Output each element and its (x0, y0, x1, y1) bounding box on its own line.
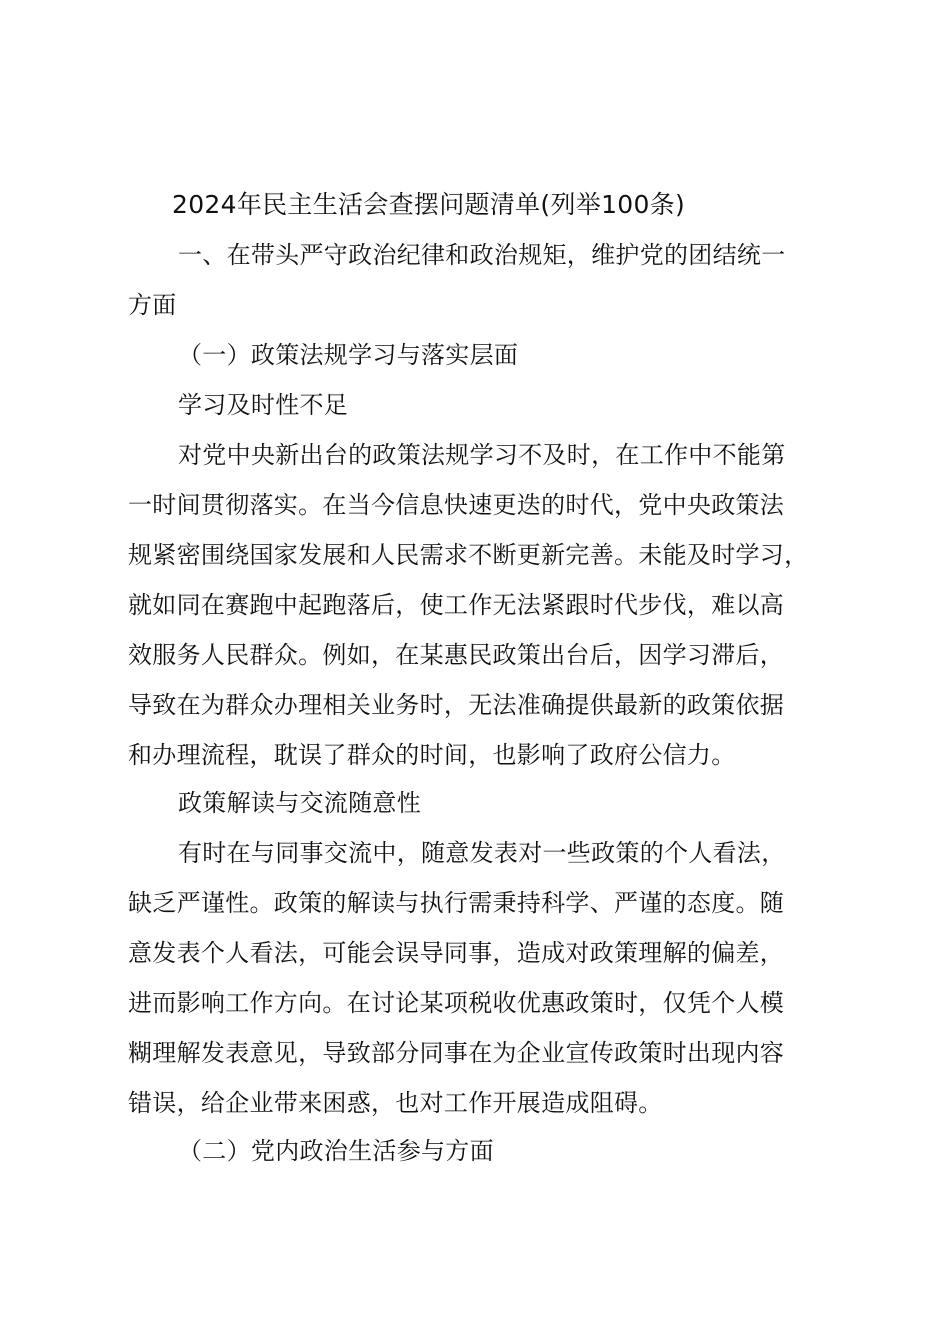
topic-heading-policy-interpretation: 政策解读与交流随意性 (178, 789, 421, 817)
subsection-heading-2: （二）党内政治生活参与方面 (178, 1137, 494, 1165)
paragraph-line: 有时在与同事交流中，随意发表对一些政策的个人看法， (178, 839, 786, 867)
paragraph-line: 效服务人民群众。例如，在某惠民政策出台后，因学习滞后， (128, 641, 785, 669)
paragraph-line: 糊理解发表意见，导致部分同事在为企业宣传政策时出现内容 (128, 1039, 785, 1067)
paragraph-line: 规紧密围绕国家发展和人民需求不断更新完善。未能及时学习， (128, 541, 809, 569)
paragraph-line: 错误，给企业带来困惑，也对工作开展造成阻碍。 (128, 1089, 663, 1117)
paragraph-line: 一时间贯彻落实。在当今信息快速更迭的时代，党中央政策法 (128, 491, 785, 519)
subsection-heading-1: （一）政策法规学习与落实层面 (178, 341, 519, 369)
paragraph-line: 缺乏严谨性。政策的解读与执行需秉持科学、严谨的态度。随 (128, 889, 785, 917)
section-heading-1: 一、在带头严守政治纪律和政治规矩，维护党的团结统一 (178, 241, 786, 269)
paragraph-line: 对党中央新出台的政策法规学习不及时，在工作中不能第 (178, 441, 786, 469)
paragraph-line: 导致在为群众办理相关业务时，无法准确提供最新的政策依据 (128, 691, 785, 719)
section-heading-1-continued: 方面 (128, 291, 177, 319)
paragraph-line: 就如同在赛跑中起跑落后，使工作无法紧跟时代步伐，难以高 (128, 591, 785, 619)
topic-heading-learning-timeliness: 学习及时性不足 (178, 391, 349, 419)
document-title: 2024年民主生活会查摆问题清单(列举100条) (172, 190, 686, 219)
paragraph-line: 和办理流程，耽误了群众的时间，也影响了政府公信力。 (128, 741, 736, 769)
paragraph-line: 进而影响工作方向。在讨论某项税收优惠政策时，仅凭个人模 (128, 989, 785, 1017)
paragraph-line: 意发表个人看法，可能会误导同事，造成对政策理解的偏差， (128, 939, 785, 967)
